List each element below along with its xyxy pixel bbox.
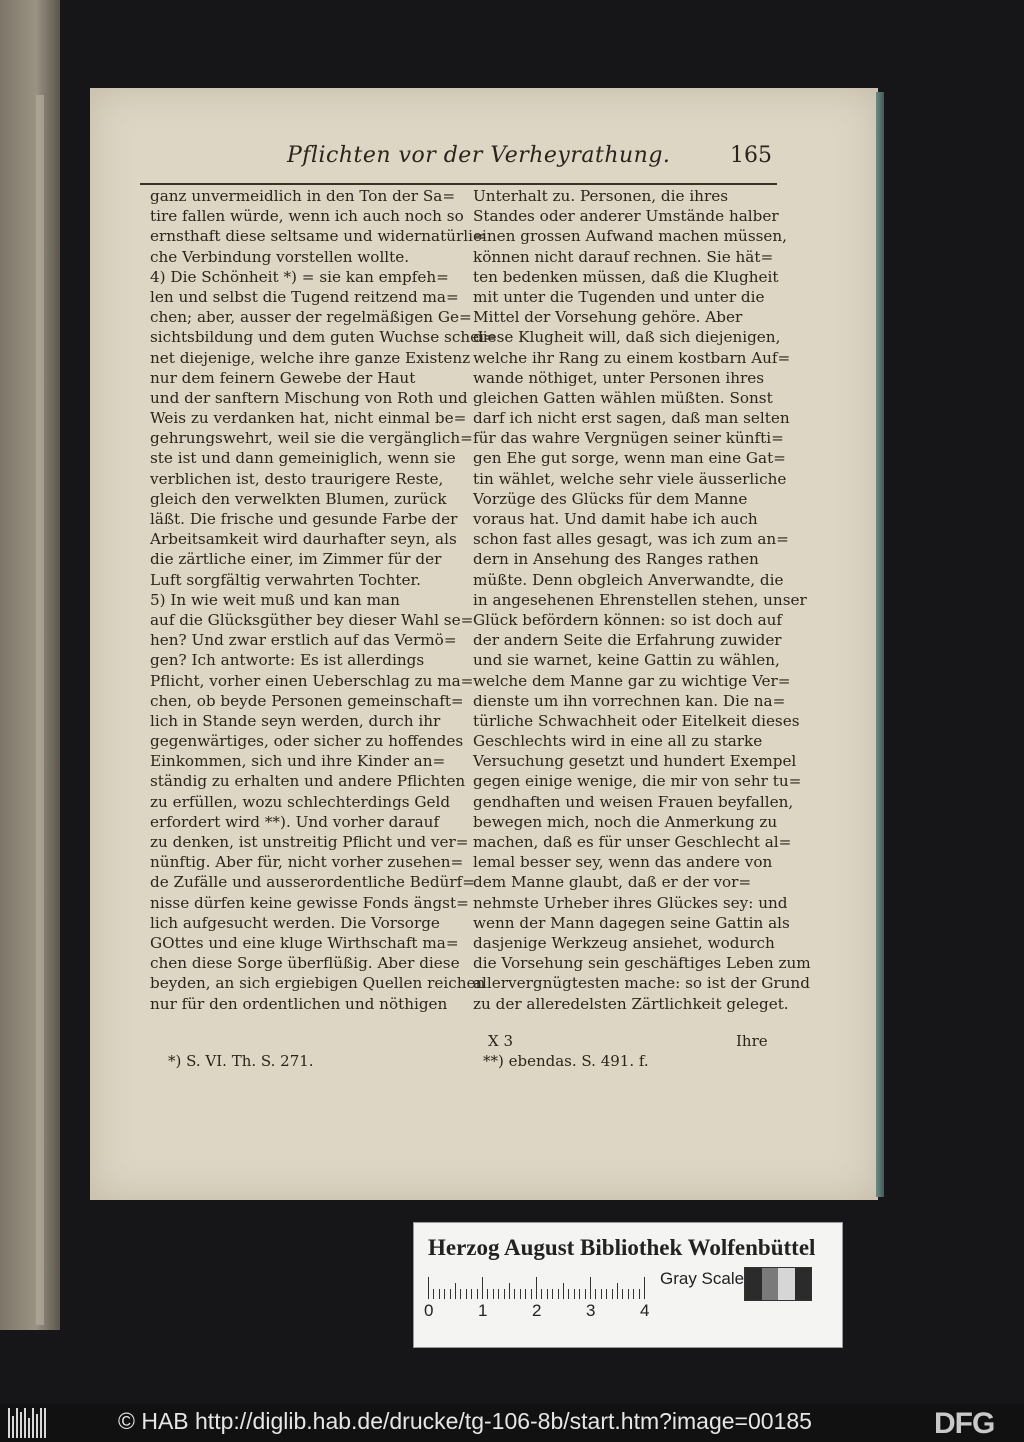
ruler-tick bbox=[466, 1289, 467, 1299]
text-line: Mittel der Vorsehung gehöre. Aber bbox=[473, 308, 743, 327]
text-line: Einkommen, sich und ihre Kinder an= bbox=[150, 752, 446, 771]
text-line: die zärtliche einer, im Zimmer für der bbox=[150, 550, 442, 569]
text-line: len und selbst die Tugend reitzend ma= bbox=[150, 287, 459, 306]
ruler-tick bbox=[633, 1289, 634, 1299]
ruler-tick bbox=[509, 1283, 510, 1299]
text-line: zu denken, ist unstreitig Pflicht und ver= bbox=[150, 833, 469, 851]
gray-scale-swatch bbox=[744, 1267, 812, 1301]
footnote-right: **) ebendas. S. 491. f. bbox=[483, 1052, 649, 1070]
gray-scale-label: Gray Scale bbox=[660, 1269, 745, 1288]
footer-url[interactable]: © HAB http://diglib.hab.de/drucke/tg-106-8b/start.htm?image=00185 bbox=[118, 1408, 812, 1434]
text-line: dasjenige Werkzeug ansiehet, wodurch bbox=[473, 933, 775, 952]
text-line: net diejenige, welche ihre ganze Existenz bbox=[150, 348, 471, 367]
text-line: dern in Ansehung des Ranges rathen bbox=[473, 550, 759, 569]
text-line: nur dem feinern Gewebe der Haut bbox=[150, 368, 416, 387]
ruler-number: 2 bbox=[532, 1301, 542, 1320]
text-line: schon fast alles gesagt, was ich zum an= bbox=[473, 530, 789, 549]
gray-scale-patch bbox=[745, 1268, 762, 1300]
text-line: lich aufgesucht werden. Die Vorsorge bbox=[150, 913, 440, 932]
ruler-tick bbox=[541, 1289, 542, 1299]
ruler-tick bbox=[433, 1289, 434, 1299]
text-line: Unterhalt zu. Personen, die ihres bbox=[473, 187, 728, 205]
text-line: gen Ehe gut sorge, wenn man eine Gat= bbox=[473, 449, 786, 468]
text-line: che Verbindung vorstellen wollte. bbox=[150, 247, 410, 266]
text-line: auf die Glücksgüther bey dieser Wahl se= bbox=[150, 610, 474, 629]
gray-scale-patch bbox=[762, 1268, 779, 1300]
text-line: einen grossen Aufwand machen müssen, bbox=[473, 227, 787, 246]
ruler-tick bbox=[585, 1289, 586, 1299]
text-line: erfordert wird **). Und vorher darauf bbox=[150, 812, 440, 831]
ruler-tick bbox=[563, 1283, 564, 1299]
ruler-tick bbox=[617, 1283, 618, 1299]
ruler-tick bbox=[568, 1289, 569, 1299]
ruler-tick bbox=[536, 1277, 537, 1299]
text-line: für das wahre Vergnügen seiner künfti= bbox=[473, 429, 784, 448]
library-scale-card bbox=[413, 1222, 843, 1348]
gray-scale-patch bbox=[778, 1268, 795, 1300]
ruler-tick bbox=[520, 1289, 521, 1299]
right-text-column bbox=[473, 186, 811, 1014]
signature-mark: X 3 bbox=[488, 1032, 513, 1050]
text-line: ten bedenken müssen, daß die Klugheit bbox=[473, 267, 779, 286]
footnote-left: *) S. VI. Th. S. 271. bbox=[168, 1052, 314, 1070]
text-line: de Zufälle und ausserordentliche Bedürf= bbox=[150, 873, 475, 892]
scale-ruler bbox=[424, 1273, 664, 1320]
text-line: beyden, an sich ergiebigen Quellen reichen bbox=[150, 974, 486, 993]
text-line: gegen einige wenige, die mir von sehr tu= bbox=[473, 772, 802, 791]
text-line: nur für den ordentlichen und nöthigen bbox=[150, 994, 448, 1013]
header-rule bbox=[140, 183, 777, 185]
text-line: welche ihr Rang zu einem kostbarn Auf= bbox=[473, 348, 791, 367]
footer-bar bbox=[0, 1404, 1024, 1442]
text-line: verblichen ist, desto traurigere Reste, bbox=[150, 469, 444, 488]
text-line: Vorzüge des Glücks für dem Manne bbox=[473, 489, 748, 508]
text-line: in angesehenen Ehrenstellen stehen, unser bbox=[473, 590, 807, 609]
ruler-tick bbox=[628, 1289, 629, 1299]
text-line: allervergnügtesten mache: so ist der Grund bbox=[473, 974, 810, 993]
text-line: dienste um ihn vorrechnen kan. Die na= bbox=[473, 691, 786, 710]
ruler-tick bbox=[531, 1289, 532, 1299]
text-line: mit unter die Tugenden und unter die bbox=[473, 287, 765, 306]
text-line: und der sanftern Mischung von Roth und bbox=[150, 388, 468, 407]
ruler-number: 1 bbox=[478, 1301, 488, 1320]
ruler-tick bbox=[590, 1277, 591, 1299]
barcode-icon bbox=[8, 1408, 48, 1438]
ruler-tick bbox=[639, 1289, 640, 1299]
ruler-tick bbox=[601, 1289, 602, 1299]
text-line: dem Manne glaubt, daß er der vor= bbox=[473, 873, 752, 892]
text-line: chen; aber, ausser der regelmäßigen Ge= bbox=[150, 308, 472, 327]
text-line: chen, ob beyde Personen gemeinschaft= bbox=[150, 691, 464, 710]
ruler-number: 3 bbox=[586, 1301, 596, 1320]
text-line: ste ist und dann gemeiniglich, wenn sie bbox=[150, 449, 456, 468]
text-line: darf ich nicht erst sagen, daß man selten bbox=[473, 409, 790, 428]
ruler-tick bbox=[644, 1277, 645, 1299]
text-line: diese Klugheit will, daß sich diejenigen, bbox=[473, 328, 781, 347]
text-line: können nicht darauf rechnen. Sie hät= bbox=[473, 247, 774, 266]
text-line: Arbeitsamkeit wird daurhafter seyn, als bbox=[150, 530, 457, 549]
text-line: türliche Schwachheit oder Eitelkeit dieses bbox=[473, 711, 800, 730]
ruler-number: 0 bbox=[424, 1301, 434, 1320]
ruler-tick bbox=[455, 1283, 456, 1299]
text-line: läßt. Die frische und gesunde Farbe der bbox=[150, 510, 458, 528]
text-line: Pflicht, vorher einen Ueberschlag zu ma= bbox=[150, 671, 474, 690]
ruler-tick bbox=[487, 1289, 488, 1299]
text-line: zu der alleredelsten Zärtlichkeit geleget. bbox=[473, 994, 789, 1013]
ruler-tick bbox=[595, 1289, 596, 1299]
ruler-tick bbox=[482, 1277, 483, 1299]
ruler-tick bbox=[504, 1289, 505, 1299]
ruler-tick bbox=[514, 1289, 515, 1299]
text-line: nünftig. Aber für, nicht vorher zusehen= bbox=[150, 853, 464, 872]
text-line: Versuchung gesetzt und hundert Exempel bbox=[473, 752, 797, 771]
text-line: gehrungswehrt, weil sie die vergänglich= bbox=[150, 429, 473, 448]
text-line: chen diese Sorge überflüßig. Aber diese bbox=[150, 954, 460, 973]
text-line: tire fallen würde, wenn ich auch noch so bbox=[150, 207, 464, 226]
ruler-tick bbox=[444, 1289, 445, 1299]
text-line: ernsthaft diese seltsame und widernatürli= bbox=[150, 227, 486, 246]
dfg-logo: DFG bbox=[934, 1407, 995, 1440]
text-line: 5) In wie weit muß und kan man bbox=[150, 590, 400, 609]
text-line: Standes oder anderer Umstände halber bbox=[473, 207, 779, 226]
text-line: nisse dürfen keine gewisse Fonds ängst= bbox=[150, 893, 469, 912]
text-line: voraus hat. Und damit habe ich auch bbox=[473, 510, 758, 528]
text-line: welche dem Manne gar zu wichtige Ver= bbox=[473, 671, 791, 690]
text-line: nehmste Urheber ihres Glückes sey: und bbox=[473, 893, 788, 912]
library-name: Herzog August Bibliothek Wolfenbüttel bbox=[428, 1235, 816, 1260]
text-line: und sie warnet, keine Gattin zu wählen, bbox=[473, 651, 780, 670]
text-line: Glück befördern können: so ist doch auf bbox=[473, 610, 783, 629]
ruler-tick bbox=[547, 1289, 548, 1299]
text-line: bewegen mich, noch die Anmerkung zu bbox=[473, 812, 778, 831]
page-number: 165 bbox=[730, 143, 772, 168]
text-line: ganz unvermeidlich in den Ton der Sa= bbox=[150, 187, 456, 205]
text-line: sichtsbildung und dem guten Wuchse schei= bbox=[150, 328, 497, 347]
text-line: gendhaften und weisen Frauen beyfallen, bbox=[473, 792, 794, 811]
text-line: Luft sorgfältig verwahrten Tochter. bbox=[150, 570, 421, 589]
text-line: wande nöthiget, unter Personen ihres bbox=[473, 368, 765, 387]
ruler-tick bbox=[552, 1289, 553, 1299]
ruler-tick bbox=[460, 1289, 461, 1299]
ruler-tick bbox=[579, 1289, 580, 1299]
ruler-tick bbox=[450, 1289, 451, 1299]
text-line: der andern Seite die Erfahrung zuwider bbox=[473, 631, 782, 650]
ruler-number: 4 bbox=[640, 1301, 650, 1320]
text-line: GOttes und eine kluge Wirthschaft ma= bbox=[150, 933, 459, 952]
previous-page-edge bbox=[0, 0, 60, 1330]
text-line: lemal besser sey, wenn das andere von bbox=[473, 853, 773, 872]
text-line: gegenwärtiges, oder sicher zu hoffendes bbox=[150, 732, 464, 751]
page-edge bbox=[876, 92, 884, 1197]
text-line: Geschlechts wird in eine all zu starke bbox=[473, 732, 763, 751]
text-line: wenn der Mann dagegen seine Gattin als bbox=[473, 913, 790, 932]
text-line: die Vorsehung sein geschäftiges Leben zum bbox=[473, 954, 811, 973]
text-line: machen, daß es für unser Geschlecht al= bbox=[473, 833, 792, 851]
text-line: tin wählet, welche sehr viele äusserliche bbox=[473, 469, 787, 488]
left-text-column bbox=[150, 186, 497, 1014]
text-line: hen? Und zwar erstlich auf das Vermö= bbox=[150, 631, 457, 650]
text-line: 4) Die Schönheit *) = sie kan empfeh= bbox=[150, 267, 449, 286]
ruler-tick bbox=[612, 1289, 613, 1299]
text-line: lich in Stande seyn werden, durch ihr bbox=[150, 711, 441, 730]
ruler-tick bbox=[439, 1289, 440, 1299]
ruler-tick bbox=[493, 1289, 494, 1299]
ruler-tick bbox=[622, 1289, 623, 1299]
gray-scale-patch bbox=[795, 1268, 812, 1300]
ruler-tick bbox=[498, 1289, 499, 1299]
ruler-tick bbox=[477, 1289, 478, 1299]
ruler-tick bbox=[574, 1289, 575, 1299]
ruler-tick bbox=[428, 1277, 429, 1299]
text-line: ständig zu erhalten und andere Pflichten bbox=[150, 772, 466, 791]
ruler-tick bbox=[558, 1289, 559, 1299]
text-line: müßte. Denn obgleich Anverwandte, die bbox=[473, 570, 784, 589]
previous-page-highlight bbox=[36, 95, 44, 1325]
text-line: gen? Ich antworte: Es ist allerdings bbox=[150, 651, 425, 670]
catchword: Ihre bbox=[736, 1032, 768, 1050]
text-line: Weis zu verdanken hat, nicht einmal be= bbox=[150, 409, 467, 428]
text-line: zu erfüllen, wozu schlechterdings Geld bbox=[150, 792, 451, 811]
text-line: gleichen Gatten wählen müßten. Sonst bbox=[473, 388, 773, 407]
text-line: gleich den verwelkten Blumen, zurück bbox=[150, 489, 447, 508]
ruler-tick bbox=[606, 1289, 607, 1299]
ruler-tick bbox=[525, 1289, 526, 1299]
ruler-tick bbox=[471, 1289, 472, 1299]
running-header: Pflichten vor der Verheyrathung. bbox=[287, 143, 671, 168]
